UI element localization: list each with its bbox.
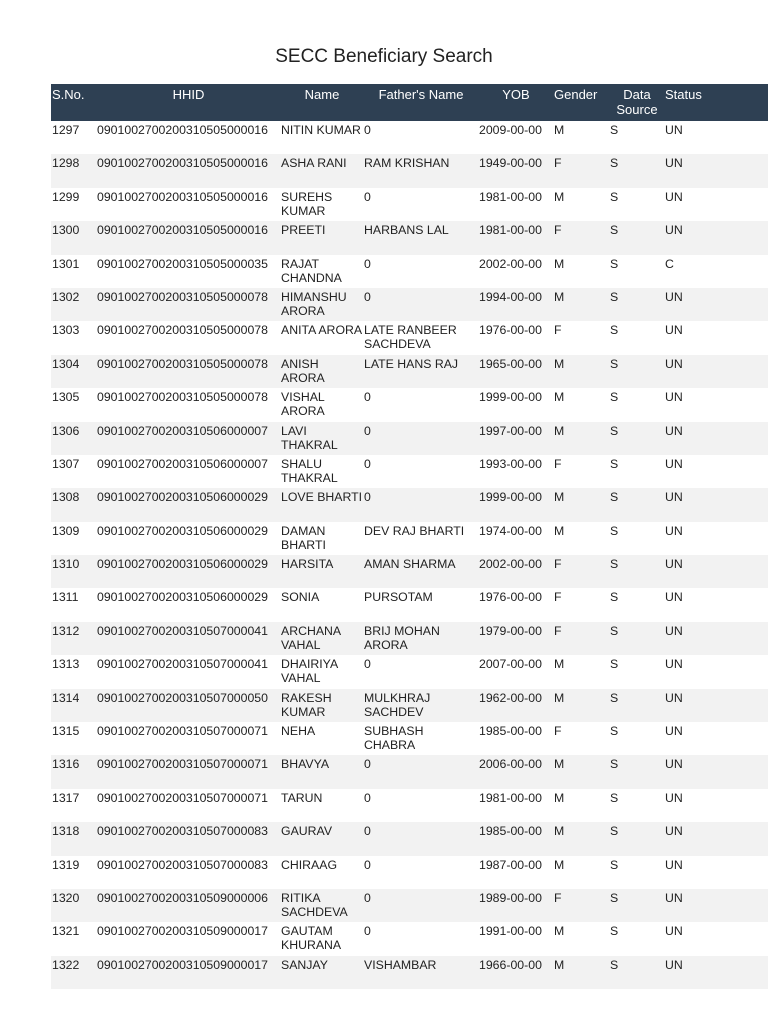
cell-sno: 1313 [52, 657, 80, 672]
cell-sno: 1307 [52, 456, 80, 471]
cell-yob: 1993-00-00 [479, 456, 542, 471]
cell-data-source: S [610, 857, 619, 872]
cell-status: UN [665, 356, 683, 371]
cell-hhid: 0901002700200310507000041 [97, 657, 268, 672]
cell-data-source: S [610, 757, 619, 772]
cell-data-source: S [610, 890, 619, 905]
cell-name: BHAVYA [281, 757, 330, 772]
cell-status: UN [665, 523, 683, 538]
table-row [51, 488, 768, 521]
cell-hhid: 0901002700200310507000071 [97, 790, 268, 805]
cell-data-source: S [610, 824, 619, 839]
cell-yob: 1965-00-00 [479, 356, 542, 371]
cell-yob: 1962-00-00 [479, 690, 542, 705]
cell-fathers-name: 0 [364, 857, 371, 872]
header-hhid: HHID [172, 87, 205, 102]
cell-sno: 1305 [52, 390, 80, 405]
table-row [51, 588, 768, 621]
cell-gender: F [554, 890, 562, 905]
cell-name: ASHA RANI [281, 156, 347, 171]
cell-name: HIMANSHU ARORA [281, 289, 347, 318]
table-header [51, 84, 768, 121]
cell-gender: F [554, 323, 562, 338]
cell-hhid: 0901002700200310506000029 [97, 523, 268, 538]
cell-status: UN [665, 156, 683, 171]
beneficiary-table [51, 84, 768, 989]
cell-sno: 1312 [52, 623, 80, 638]
cell-sno: 1319 [52, 857, 80, 872]
cell-fathers-name: RAM KRISHAN [364, 156, 450, 171]
table-body [51, 121, 768, 989]
cell-yob: 1979-00-00 [479, 623, 542, 638]
cell-status: UN [665, 223, 683, 238]
table-row [51, 822, 768, 855]
cell-hhid: 0901002700200310505000078 [97, 323, 268, 338]
cell-name: SANJAY [281, 957, 328, 972]
cell-sno: 1314 [52, 690, 80, 705]
cell-fathers-name: VISHAMBAR [364, 957, 437, 972]
cell-hhid: 0901002700200310507000071 [97, 724, 268, 739]
table-row [51, 288, 768, 321]
cell-name: LAVI THAKRAL [281, 423, 338, 452]
cell-name: SHALU THAKRAL [281, 456, 338, 485]
cell-sno: 1304 [52, 356, 80, 371]
cell-gender: M [554, 790, 565, 805]
cell-yob: 1989-00-00 [479, 890, 542, 905]
cell-fathers-name: 0 [364, 456, 371, 471]
table-row [51, 522, 768, 555]
cell-yob: 1976-00-00 [479, 323, 542, 338]
table-row [51, 956, 768, 989]
table-row [51, 755, 768, 788]
cell-yob: 1985-00-00 [479, 724, 542, 739]
cell-data-source: S [610, 924, 619, 939]
header-status: Status [665, 87, 702, 102]
cell-fathers-name: MULKHRAJ SACHDEV [364, 690, 431, 719]
cell-data-source: S [610, 957, 619, 972]
table-row [51, 555, 768, 588]
cell-status: UN [665, 390, 683, 405]
cell-status: UN [665, 323, 683, 338]
cell-fathers-name: 0 [364, 189, 371, 204]
cell-yob: 1949-00-00 [479, 156, 542, 171]
cell-status: UN [665, 957, 683, 972]
header-name: Name [304, 87, 340, 102]
cell-sno: 1320 [52, 890, 80, 905]
cell-name: HARSITA [281, 557, 334, 572]
cell-sno: 1321 [52, 924, 80, 939]
cell-fathers-name: DEV RAJ BHARTI [364, 523, 465, 538]
cell-yob: 1999-00-00 [479, 490, 542, 505]
table-row [51, 221, 768, 254]
cell-status: UN [665, 456, 683, 471]
cell-status: UN [665, 824, 683, 839]
cell-fathers-name: BRIJ MOHAN ARORA [364, 623, 440, 652]
cell-fathers-name: 0 [364, 890, 371, 905]
cell-data-source: S [610, 323, 619, 338]
cell-fathers-name: 0 [364, 757, 371, 772]
header-data-source: Data Source [616, 87, 658, 117]
cell-hhid: 0901002700200310507000050 [97, 690, 268, 705]
table-row [51, 689, 768, 722]
cell-gender: M [554, 824, 565, 839]
cell-sno: 1298 [52, 156, 80, 171]
cell-data-source: S [610, 123, 619, 137]
cell-sno: 1301 [52, 256, 80, 271]
cell-hhid: 0901002700200310507000041 [97, 623, 268, 638]
cell-sno: 1297 [52, 123, 80, 137]
cell-hhid: 0901002700200310509000017 [97, 957, 268, 972]
cell-fathers-name: 0 [364, 790, 371, 805]
cell-yob: 1985-00-00 [479, 824, 542, 839]
cell-fathers-name: 0 [364, 289, 371, 304]
cell-yob: 2006-00-00 [479, 757, 542, 772]
cell-data-source: S [610, 256, 619, 271]
cell-fathers-name: 0 [364, 256, 371, 271]
cell-gender: M [554, 757, 565, 772]
table-row [51, 422, 768, 455]
cell-fathers-name: 0 [364, 390, 371, 405]
cell-status: UN [665, 490, 683, 505]
cell-data-source: S [610, 557, 619, 572]
table-row [51, 789, 768, 822]
cell-status: UN [665, 623, 683, 638]
cell-yob: 1981-00-00 [479, 189, 542, 204]
cell-sno: 1317 [52, 790, 80, 805]
cell-status: UN [665, 724, 683, 739]
table-row [51, 121, 768, 154]
cell-gender: F [554, 456, 562, 471]
cell-status: UN [665, 757, 683, 772]
cell-sno: 1302 [52, 289, 80, 304]
cell-name: DAMAN BHARTI [281, 523, 326, 552]
cell-status: UN [665, 590, 683, 605]
cell-name: DHAIRIYA VAHAL [281, 657, 338, 686]
cell-status: UN [665, 289, 683, 304]
cell-data-source: S [610, 690, 619, 705]
cell-sno: 1318 [52, 824, 80, 839]
table-row [51, 321, 768, 354]
cell-sno: 1310 [52, 557, 80, 572]
cell-status: UN [665, 690, 683, 705]
cell-status: UN [665, 857, 683, 872]
cell-fathers-name: 0 [364, 924, 371, 939]
cell-gender: M [554, 924, 565, 939]
cell-fathers-name: LATE RANBEER SACHDEVA [364, 323, 457, 352]
cell-name: VISHAL ARORA [281, 390, 325, 419]
cell-hhid: 0901002700200310506000029 [97, 557, 268, 572]
cell-sno: 1306 [52, 423, 80, 438]
cell-sno: 1316 [52, 757, 80, 772]
cell-status: UN [665, 123, 683, 137]
cell-status: UN [665, 423, 683, 438]
cell-gender: M [554, 189, 565, 204]
cell-data-source: S [610, 189, 619, 204]
cell-fathers-name: SUBHASH CHABRA [364, 724, 424, 753]
cell-yob: 2002-00-00 [479, 256, 542, 271]
table-row [51, 622, 768, 655]
cell-sno: 1309 [52, 523, 80, 538]
cell-data-source: S [610, 356, 619, 371]
cell-name: PREETI [281, 223, 326, 238]
cell-name: NITIN KUMAR [281, 123, 361, 137]
cell-name: NEHA [281, 724, 316, 739]
cell-sno: 1300 [52, 223, 80, 238]
cell-name: GAURAV [281, 824, 333, 839]
cell-hhid: 0901002700200310505000016 [97, 123, 268, 137]
cell-data-source: S [610, 423, 619, 438]
cell-name: RAJAT CHANDNA [281, 256, 342, 285]
header-sno: S.No. [52, 87, 85, 102]
table-row [51, 188, 768, 221]
cell-data-source: S [610, 657, 619, 672]
header-yob: YOB [502, 87, 530, 102]
cell-name: SONIA [281, 590, 320, 605]
cell-status: C [665, 256, 674, 271]
cell-data-source: S [610, 623, 619, 638]
cell-fathers-name: 0 [364, 657, 371, 672]
cell-name: ANITA ARORA [281, 323, 363, 338]
cell-data-source: S [610, 790, 619, 805]
cell-name: RAKESH KUMAR [281, 690, 332, 719]
table-row [51, 455, 768, 488]
cell-name: LOVE BHARTI [281, 490, 363, 505]
cell-hhid: 0901002700200310505000016 [97, 189, 268, 204]
table-row [51, 355, 768, 388]
cell-sno: 1299 [52, 189, 80, 204]
cell-sno: 1303 [52, 323, 80, 338]
cell-sno: 1322 [52, 957, 80, 972]
header-fathers-name: Father's Name [378, 87, 464, 102]
cell-yob: 2009-00-00 [479, 123, 542, 137]
cell-data-source: S [610, 289, 619, 304]
cell-status: UN [665, 557, 683, 572]
cell-name: RITIKA SACHDEVA [281, 890, 348, 919]
table-row [51, 722, 768, 755]
cell-hhid: 0901002700200310507000083 [97, 824, 268, 839]
cell-sno: 1315 [52, 724, 80, 739]
table-row [51, 889, 768, 922]
cell-fathers-name: 0 [364, 423, 371, 438]
cell-fathers-name: 0 [364, 824, 371, 839]
cell-data-source: S [610, 390, 619, 405]
cell-gender: F [554, 156, 562, 171]
cell-status: UN [665, 790, 683, 805]
cell-gender: M [554, 423, 565, 438]
cell-yob: 1997-00-00 [479, 423, 542, 438]
cell-gender: M [554, 356, 565, 371]
cell-name: ARCHANA VAHAL [281, 623, 341, 652]
cell-gender: M [554, 256, 565, 271]
cell-fathers-name: 0 [364, 490, 371, 505]
cell-name: GAUTAM KHURANA [281, 924, 342, 953]
cell-hhid: 0901002700200310505000016 [97, 223, 268, 238]
cell-gender: F [554, 590, 562, 605]
cell-gender: F [554, 557, 562, 572]
cell-fathers-name: HARBANS LAL [364, 223, 449, 238]
cell-status: UN [665, 189, 683, 204]
cell-fathers-name: PURSOTAM [364, 590, 433, 605]
cell-hhid: 0901002700200310506000029 [97, 590, 268, 605]
cell-gender: M [554, 289, 565, 304]
cell-gender: F [554, 724, 562, 739]
header-gender: Gender [554, 87, 598, 102]
cell-status: UN [665, 657, 683, 672]
cell-gender: M [554, 490, 565, 505]
cell-name: SUREHS KUMAR [281, 189, 333, 218]
cell-gender: F [554, 223, 562, 238]
cell-hhid: 0901002700200310505000016 [97, 156, 268, 171]
cell-yob: 1999-00-00 [479, 390, 542, 405]
cell-gender: M [554, 390, 565, 405]
cell-data-source: S [610, 724, 619, 739]
cell-name: CHIRAAG [281, 857, 338, 872]
cell-sno: 1311 [52, 590, 79, 605]
cell-gender: M [554, 690, 565, 705]
cell-yob: 1981-00-00 [479, 223, 542, 238]
cell-yob: 2007-00-00 [479, 657, 542, 672]
cell-gender: M [554, 957, 565, 972]
cell-hhid: 0901002700200310507000071 [97, 757, 268, 772]
cell-yob: 1987-00-00 [479, 857, 542, 872]
cell-gender: M [554, 657, 565, 672]
cell-yob: 1976-00-00 [479, 590, 542, 605]
page-title: SECC Beneficiary Search [275, 46, 493, 67]
cell-name: TARUN [281, 790, 323, 805]
cell-yob: 1994-00-00 [479, 289, 542, 304]
cell-data-source: S [610, 456, 619, 471]
cell-hhid: 0901002700200310509000017 [97, 924, 268, 939]
cell-data-source: S [610, 156, 619, 171]
cell-hhid: 0901002700200310505000078 [97, 356, 268, 371]
table-row [51, 655, 768, 688]
cell-data-source: S [610, 223, 619, 238]
cell-sno: 1308 [52, 490, 80, 505]
cell-hhid: 0901002700200310505000078 [97, 390, 268, 405]
cell-fathers-name: 0 [364, 123, 371, 137]
cell-hhid: 0901002700200310505000078 [97, 289, 268, 304]
cell-yob: 1981-00-00 [479, 790, 542, 805]
cell-fathers-name: LATE HANS RAJ [364, 356, 459, 371]
table-row [51, 922, 768, 955]
cell-yob: 1991-00-00 [479, 924, 542, 939]
cell-status: UN [665, 890, 683, 905]
cell-yob: 1974-00-00 [479, 523, 542, 538]
cell-hhid: 0901002700200310505000035 [97, 256, 268, 271]
cell-gender: M [554, 857, 565, 872]
cell-yob: 1966-00-00 [479, 957, 542, 972]
cell-hhid: 0901002700200310506000007 [97, 423, 268, 438]
cell-yob: 2002-00-00 [479, 557, 542, 572]
table-row [51, 856, 768, 889]
cell-hhid: 0901002700200310506000029 [97, 490, 268, 505]
cell-data-source: S [610, 590, 619, 605]
cell-data-source: S [610, 523, 619, 538]
cell-gender: M [554, 523, 565, 538]
cell-name: ANISH ARORA [281, 356, 325, 385]
table-row [51, 255, 768, 288]
cell-hhid: 0901002700200310509000006 [97, 890, 268, 905]
cell-gender: F [554, 623, 562, 638]
table-row [51, 388, 768, 421]
cell-hhid: 0901002700200310507000083 [97, 857, 268, 872]
cell-status: UN [665, 924, 683, 939]
table-row [51, 154, 768, 187]
cell-gender: M [554, 123, 565, 137]
cell-hhid: 0901002700200310506000007 [97, 456, 268, 471]
cell-data-source: S [610, 490, 619, 505]
cell-fathers-name: AMAN SHARMA [364, 557, 456, 572]
